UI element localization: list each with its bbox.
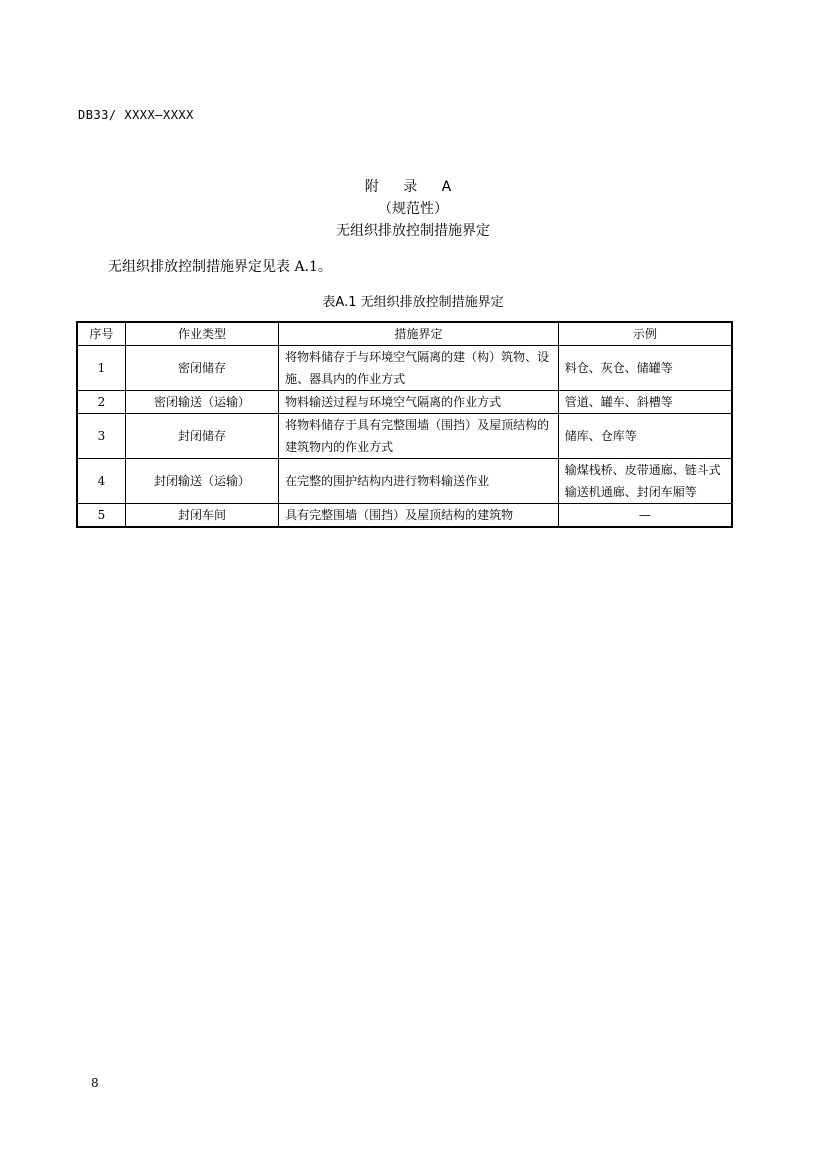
row-no: 1 (77, 346, 125, 391)
column-header-definition: 措施界定 (279, 322, 559, 346)
row-definition: 物料输送过程与环境空气隔离的作业方式 (279, 391, 559, 414)
appendix-label: 附 录 A (364, 179, 462, 195)
row-type: 封闭车间 (125, 504, 278, 528)
row-example: — (558, 504, 732, 528)
page-number: 8 (91, 1076, 99, 1090)
row-type: 密闭输送（运输） (125, 391, 278, 414)
row-definition: 将物料储存于与环境空气隔离的建（构）筑物、设施、器具内的作业方式 (279, 346, 559, 391)
appendix-title: 无组织排放控制措施界定 (336, 223, 490, 239)
row-example: 管道、罐车、斜槽等 (558, 391, 732, 414)
row-type: 封闭储存 (125, 414, 278, 459)
row-type: 封闭输送（运输） (125, 459, 278, 504)
row-type: 密闭储存 (125, 346, 278, 391)
appendix-nature: （规范性） (378, 201, 448, 217)
table-row (77, 414, 732, 459)
table-row (77, 504, 732, 528)
document-code: DB33/ XXXX—XXXX (78, 108, 194, 122)
table-row (77, 346, 732, 391)
column-header-example: 示例 (558, 322, 732, 346)
row-example: 输煤栈桥、皮带通廊、链斗式输送机通廊、封闭车厢等 (558, 459, 732, 504)
measures-table (76, 321, 733, 528)
row-no: 5 (77, 504, 125, 528)
table-caption: 表A.1 无组织排放控制措施界定 (322, 295, 504, 310)
row-definition: 具有完整围墙（围挡）及屋顶结构的建筑物 (279, 504, 559, 528)
table-header-row (77, 322, 732, 346)
table-row (77, 391, 732, 414)
row-definition: 将物料储存于具有完整围墙（围挡）及屋顶结构的建筑物内的作业方式 (279, 414, 559, 459)
row-example: 储库、仓库等 (558, 414, 732, 459)
column-header-type: 作业类型 (125, 322, 278, 346)
column-header-no: 序号 (77, 322, 125, 346)
row-no: 2 (77, 391, 125, 414)
table-row (77, 459, 732, 504)
row-no: 3 (77, 414, 125, 459)
row-definition: 在完整的围护结构内进行物料输送作业 (279, 459, 559, 504)
intro-paragraph: 无组织排放控制措施界定见表 A.1。 (108, 259, 332, 275)
row-no: 4 (77, 459, 125, 504)
row-example: 料仓、灰仓、储罐等 (558, 346, 732, 391)
